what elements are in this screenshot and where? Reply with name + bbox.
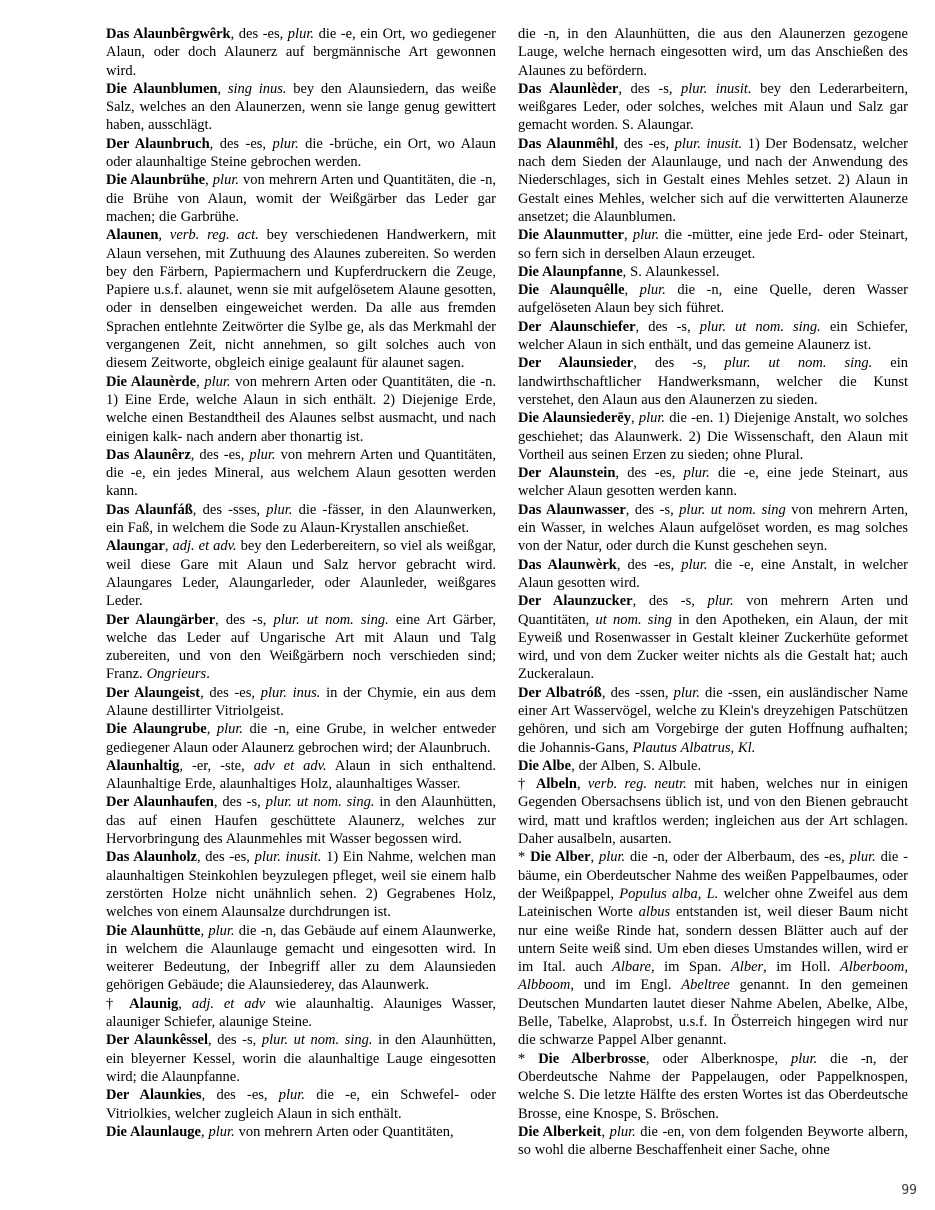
entry-das-alaunwasser: Das Alaunwasser, des -s, plur. ut nom. sing von mehrern Arten, ein Wasser, in welches Alaun aufgelöset worden, es mag solches von der Natur, oder durch die Kunst geschehen seyn. [518,501,908,555]
entry-die-alaunsiederey: Die Alaunsiederēy, plur. die -en. 1) Diejenige Anstalt, wo solches geschiehet; das Alaunwerk. 2) Die Wissenschaft, den Alaun mit Vortheil aus seinen Erzen zu sieden; ohne Plural. [518,410,908,463]
entry-das-alaunwerk: Das Alaunwèrk, des -es, plur. die -e, eine Anstalt, in welcher Alaun gesotten wird. [518,556,909,591]
entry-der-alaunkies: Der Alaunkies, des -es, plur. die -e, ein Schwefel- oder Vitriolkies, welcher zugleich Alaun in sich enthält. [106,1087,497,1122]
entry-die-alaungrube: Die Alaungrube, plur. die -n, eine Grube, in welcher entweder gediegener Alaun oder Alaunerz gebrochen wird; der Alaunbruch. [106,721,496,756]
entry-alaunig: † Alaunig, adj. et adv wie alaunhaltig. Alauniges Wasser, alauniger Schiefer, alaunige Steine. [106,995,497,1031]
text-column-right [518,25,908,1159]
entry-die-alaunerde: Die Alaunèrde, plur. von mehrern Arten oder Quantitäten, die -n. 1) Eine Erde, welche Alaun in sich enthält. 2) Diejenige Erde, welche einen Bestandtheil des Alaunes selbst ausmacht, und nach einigen kalk- nach andern aber thonartig ist. [106,373,496,445]
entry-die-alberkeit: Die Alberkeit, plur. die -en, von dem folgenden Beyworte albern, so wohl die alberne Beschaffenheit einer Sache, ohne [518,1123,909,1159]
text-columns [106,25,908,1159]
entry-alaunlauge-continuation: die -n, in den Alaunhütten, die aus den Alaunerzen gezogene Lauge, welche hernach eingesotten wird, um das Anschießen des Alaunes zu befördern. [518,26,908,79]
entry-der-alaungaerber: Der Alaungärber, des -s, plur. ut nom. sing. eine Art Gärber, welche das Leder auf Ungarische Art mit Alaun und Talg zubereiten, und von den Weißgärbern noch verschieden sind; Franz. Ongrieurs. [106,611,496,683]
entry-die-alber: * Die Alber, plur. die -n, oder der Alberbaum, des -es, plur. die -bäume, ein Oberdeutscher Nahme des weißen Pappelbaumes, oder der Weißpappel, Populus alba, L. welcher ohne Zweifel aus dem Lateinischen Worte albus entstanden ist, weil dieser Baum nicht nur eine weiße Rinde hat, sondern dessen Blätter auch auf der untern Seite weiß sind. Um eben dieses Umstandes willen, wird er im Ital. auch Albare, im Span. Alber, im Holl. Alberboom, Albboom, und im Engl. Abeltree genannt. In den gemeinen Deutschen Mundarten lautet dieser Nahme Abelen, Abelke, Albe, Belle, Tabelke, Alaprobst, u.s.f. In Österreich hingegen wird nur die schwarze Pappel Alber genannt. [518,849,908,1049]
entry-das-alaunmehl: Das Alaunmêhl, des -es, plur. inusit. 1) Der Bodensatz, welcher nach dem Sieden der Alaunlauge, und nach der Anwendung des Niederschlages, sich in Gestalt eines Mehles setzet. 2) Alaun in Gestalt eines Mehles, welcher sich auf die verwitterten Alaunerze ansetzet; die Alaunblumen. [518,135,908,225]
entry-der-alaunschiefer: Der Alaunschiefer, des -s, plur. ut nom. sing. ein Schiefer, welcher Alaun in sich enthält, und das gemeine Alaunerz ist. [518,318,908,354]
entry-die-alaunblumen: Die Alaunblumen, sing inus. bey den Alaunsiedern, das weiße Salz, welches an den Alaunerzen, wenn sie lange genug gewittert haben, ausschlägt. [106,80,497,134]
entry-der-alaunhaufen: Der Alaunhaufen, des -s, plur. ut nom. sing. in den Alaunhütten, das auf einen Haufen geschüttete Alaunerz, welches zur Hervorbringung des Alaunmehles mit Wasser begossen wird. [106,794,497,848]
entry-die-alaunpfanne: Die Alaunpfanne, S. Alaunkessel. [518,263,720,280]
page-number: 99 [901,1183,917,1198]
entry-das-alaunholz: Das Alaunholz, des -es, plur. inusit. 1) Ein Nahme, welchen man alaunhaltigen Steinkohlen beyzulegen pfleget, weil sie einem halb zerstörten Holze nicht unähnlich sehen. 2) Gegrabenes Holz, welches von einem Alaunsalze durchdrungen ist. [106,849,497,921]
entry-der-albatross: Der Albatróß, des -ssen, plur. die -ssen, ein ausländischer Name einer Art Wasservögel, welche zu Klein's dreyzehigen Patschützen gehören, und sich am Vorgebirge der guten Hoffnung aufhalten; die Johannis-Gans, Plautus Albatrus, Kl. [518,684,908,756]
entry-der-alaunbruch: Der Alaunbruch, des -es, plur. die -brüche, ein Ort, wo Alaun oder alaunhaltige Steine gebrochen werden. [106,135,497,171]
entry-die-alaunhuette: Die Alaunhütte, plur. die -n, das Gebäude auf einem Alaunwerke, in welchem die Alaunlauge gemacht und eingesotten wird. In weiterer Bedeutung, der Inbegriff aller zu dem Alaunsieden gehörigen Gebäude; die Alaunsiederey, das Alaunwerk. [106,922,497,994]
entry-die-alaunlauge: Die Alaunlauge, plur. von mehrern Arten oder Quantitäten, [106,1123,454,1140]
entry-das-alaunerz: Das Alaunêrz, des -es, plur. von mehrern Arten und Quantitäten, die -e, ein jedes Mineral, aus welchem Alaun gesotten werden kann. [106,446,496,500]
entry-die-alberbrosse: * Die Alberbrosse, oder Alberknospe, plur. die -n, der Oberdeutsche Nahme der Pappelaugen, oder Pappelknospen, welche S. Die letzte Hälfte des ersten Wortes ist das Oberdeutsche Brosse, eine Knospe, S. Bröschen. [518,1050,908,1122]
entry-das-alaunfass: Das Alaunfáß, des -sses, plur. die -fässer, in den Alaunwerken, ein Faß, in welchem die Sode zu Alaun-Krystallen anschießet. [106,501,496,537]
entry-die-alaunbruehe: Die Alaunbrühe, plur. von mehrern Arten und Quantitäten, die -n, die Brühe von Alaun, womit der Weißgärber das Leder gar machen; die Garbrühe. [106,172,496,225]
text-column-left [106,25,496,1159]
entry-der-alaunstein: Der Alaunstein, des -es, plur. die -e, eine jede Steinart, aus welcher Alaun gesotten werden kann. [518,465,909,500]
entry-der-alaunkessel: Der Alaunkêssel, des -s, plur. ut nom. sing. in den Alaunhütten, ein bleyerner Kessel, worin die alaunhaltige Lauge eingesotten wird; die Alaunpfanne. [106,1032,497,1085]
entry-alaungar: Alaungar, adj. et adv. bey den Lederbereitern, so viel als weißgar, weil diese Gare mit Alaun und Salz hervor gebracht wird. Alaungares Leder, Alaungarleder, oder Alaunleder, weißgares Leder. [106,538,497,610]
entry-das-alaunbergwerk: Das Alaunbêrgwêrk, des -es, plur. die -e, ein Ort, wo gediegener Alaun, oder doch Alaunerz auf bergmännische Art gewonnen wird. [106,26,496,79]
entry-der-alaunsieder: Der Alaunsieder, des -s, plur. ut nom. sing. ein landwirthschaftlicher Handwerksmann, welcher die Kunst verstehet, den Alaun aus den Alaunerzen zu sieden. [518,355,908,408]
entry-der-alaunzucker: Der Alaunzucker, des -s, plur. von mehrern Arten und Quantitäten, ut nom. sing in den Apotheken, ein Alaun, der mit Eyweiß und Rosenwasser in Gestalt kleiner Zuckerhüte geformet wird, und von dem Zucker weiter nichts als die Gestalt hat; auch Zuckeralaun. [518,593,909,683]
entry-die-albe: Die Albe, der Alben, S. Albule. [518,757,702,774]
entry-die-alaunmutter: Die Alaunmutter, plur. die -mütter, eine jede Erd- oder Steinart, so fern sich in derselben Alaun erzeuget. [518,227,908,262]
entry-alaunen: Alaunen, verb. reg. act. bey verschiedenen Handwerkern, mit Alaun versehen, mit Zuthuung des Alaunes zubereiten. So werden bey den Färbern, Papiermachern und Kupferdruckern die Zeuge, Papiere u.s.f. alaunet, wenn sie mit aufgelösetem Alaune gesotten, oder in denselben eingeweichet werden. Da alle aus fremden Sprachen entlehnte Zeitwörter die Sylbe ge, als das Merkmahl der vergangenen Zeit, nicht annehmen, so gilt solches auch von diesem Zeitworte, obgleich einige gealaunt für alaunet sagen. [106,227,496,372]
entry-der-alaungeist: Der Alaungeist, des -es, plur. inus. in der Chymie, ein aus dem Alaune destillirter Vitriolgeist. [106,684,496,719]
entry-alaunhaltig: Alaunhaltig, -er, -ste, adv et adv. Alaun in sich enthaltend. Alaunhaltige Erde, alaunhaltiges Holz, alaunhaltiges Wasser. [106,757,496,793]
entry-das-alaunleder: Das Alaunlèder, des -s, plur. inusit. bey den Lederarbeitern, weißgares Leder, oder solches, welches mit Alaun und Salz gar gemacht worden. S. Alaungar. [518,80,908,134]
entry-albeln: † Albeln, verb. reg. neutr. mit haben, welches nur in einigen Gegenden Obersachsens üblich ist, und von den Bienen gebraucht wird, matt und kraftlos werden; ingleichen aus der Art schlagen. Daher ausalbeln, ausarten. [518,776,909,848]
entry-die-alaunquelle: Die Alaunquêlle, plur. die -n, eine Quelle, deren Wasser aufgelöseten Alaun bey sich führet. [518,282,908,317]
